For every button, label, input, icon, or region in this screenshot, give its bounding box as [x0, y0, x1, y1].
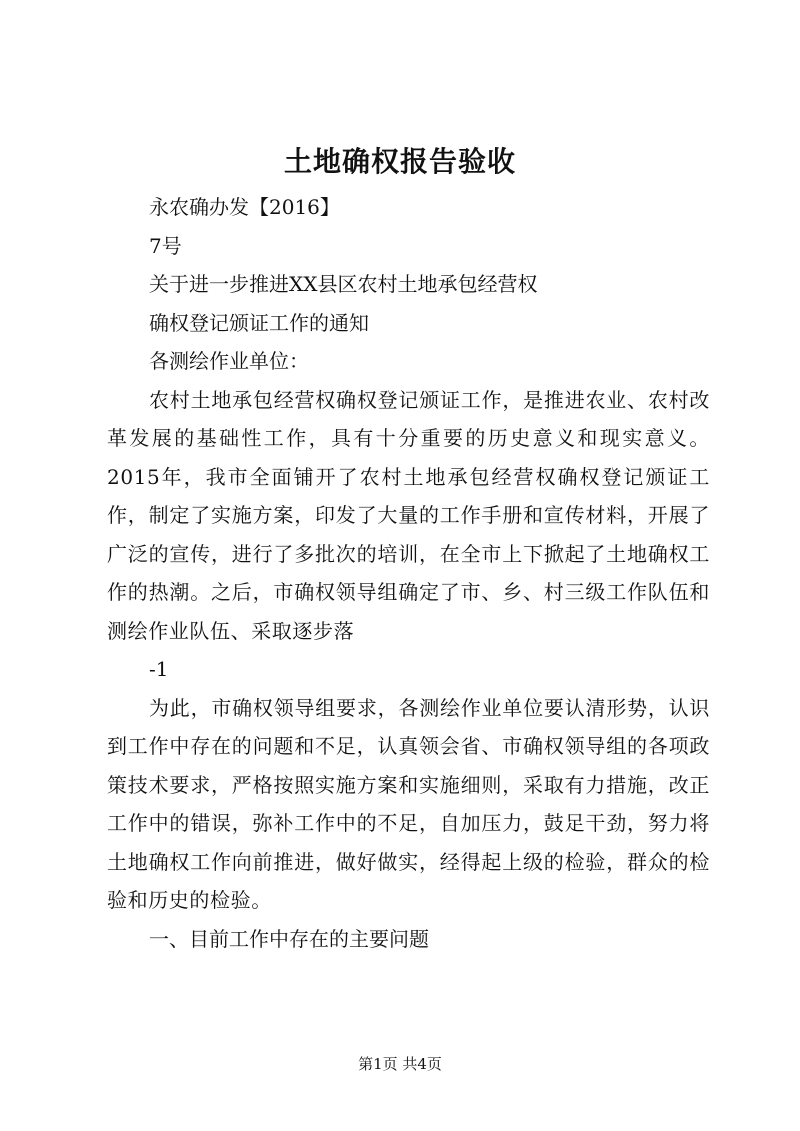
paragraph-background: 农村土地承包经营权确权登记颁证工作，是推进农业、农村改革发展的基础性工作，具有十分重要的历史意义和现实意义。2015年，我市全面铺开了农村土地承包经营权确权登记颁证工作，制定了实施方案，印发了大量的工作手册和宣传材料，开展了广泛的宣传，进行了多批次的培训，在全市上下掀起了土地确权工作的热潮。之后，市确权领导组确定了市、乡、村三级工作队伍和测绘作业队伍、采取逐步落	[107, 387, 710, 643]
document-number-line: 永农确办发【2016】	[149, 195, 340, 219]
page-footer: 第1页 共4页	[358, 1055, 442, 1073]
notice-title-line-2: 确权登记颁证工作的通知	[149, 310, 369, 335]
document-number-suffix: 7号	[149, 233, 182, 258]
section-heading: 一、目前工作中存在的主要问题	[149, 926, 429, 951]
document-title: 土地确权报告验收	[283, 145, 516, 178]
document-body	[107, 188, 710, 958]
page-marker: -1	[149, 657, 169, 681]
notice-title-line-1: 关于进一步推进XX县区农村土地承包经营权	[149, 272, 538, 296]
recipient-line: 各测绘作业单位：	[149, 349, 309, 373]
paragraph-requirements: 为此，市确权领导组要求，各测绘作业单位要认清形势，认识到工作中存在的问题和不足，认真领会省、市确权领导组的各项政策技术要求，严格按照实施方案和实施细则，采取有力措施，改正工作中的错误，弥补工作中的不足，自加压力，鼓足干劲，努力将土地确权工作向前推进，做好做实，经得起上级的检验，群众的检验和历史的检验。	[107, 695, 710, 912]
